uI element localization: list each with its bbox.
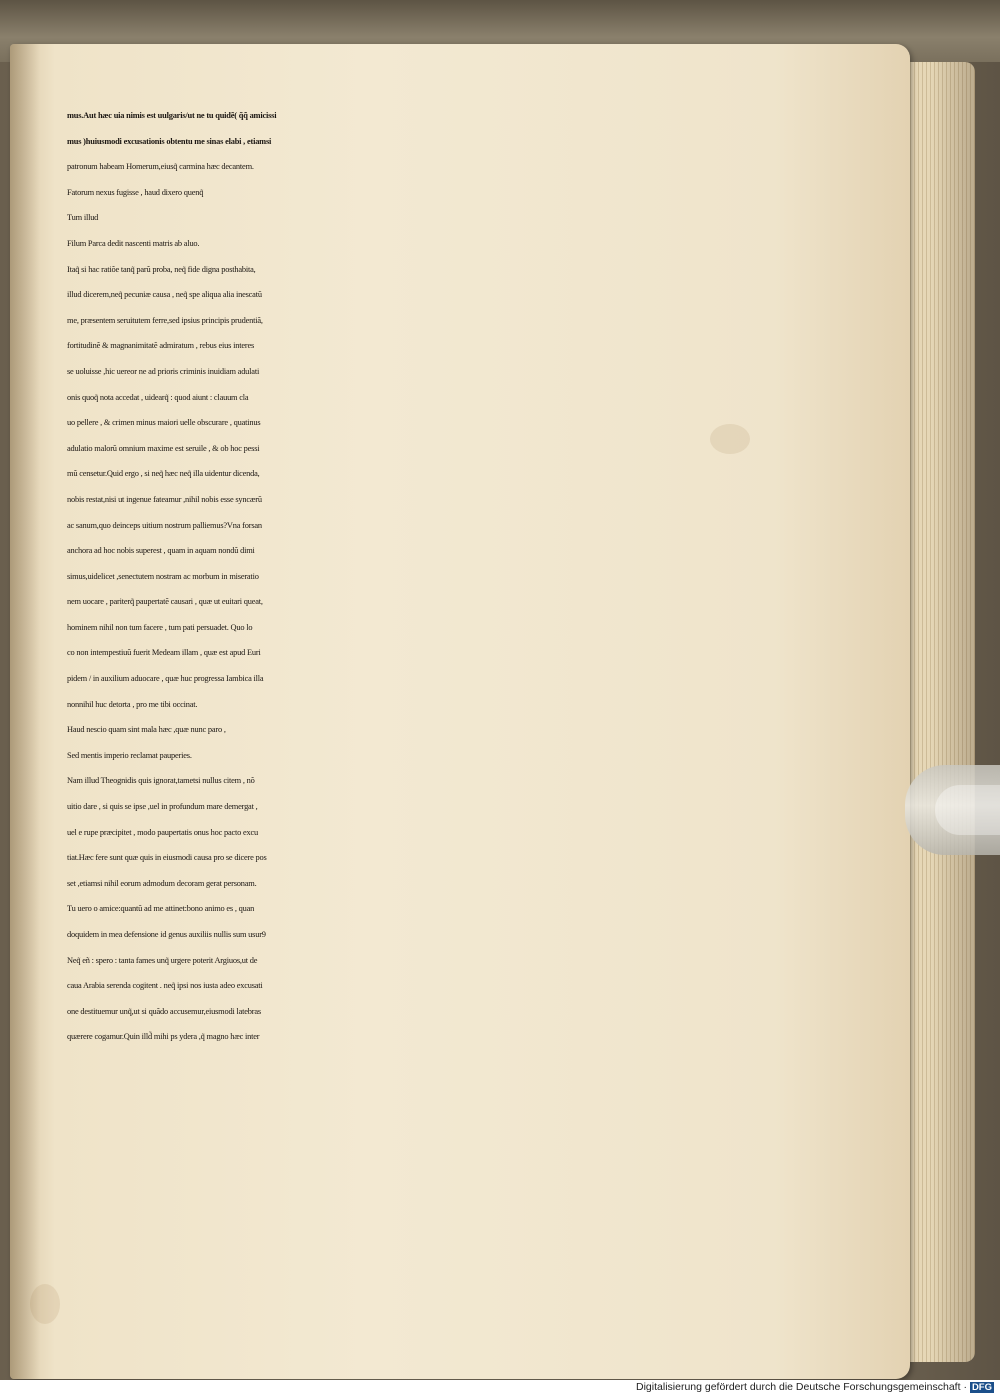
text-line: co non intempestiuũ fuerit Medeam illam , quæ est apud Euri bbox=[67, 648, 261, 658]
text-line: Tum illud bbox=[67, 213, 99, 223]
text-line: se uoluisse ,hic uereor ne ad prioris criminis inuidiam adulati bbox=[67, 366, 260, 376]
digitization-credit bbox=[636, 1381, 994, 1393]
text-line: mus.Aut hæc uia nimis est uulgaris/ut ne tu quidẽ( q̃q̃ amicissi bbox=[67, 111, 277, 120]
text-line: mus )huiusmodi excusationis obtentu me sinas elabi , etiamsi bbox=[67, 136, 272, 146]
text-line: onis quoq̃ nota accedat , uidearq̃ : quod aiunt : clauum cla bbox=[67, 392, 249, 402]
text-line: Neq̃ eñ : spero : tanta fames unq̃ urgere poterit Argiuos,ut de bbox=[67, 955, 258, 965]
text-line: adulatio malorũ omnium maxime est seruile , & ob hoc pessi bbox=[67, 443, 260, 453]
text-line: nem uocare , pariterq̃ paupertatẽ causari , quæ ut euitari queat, bbox=[67, 597, 263, 607]
text-line: pidem / in auxilium aduocare , quæ huc progressa Iambica illa bbox=[67, 674, 264, 684]
text-line: Fatorum nexus fugisse , haud dixero quenq̃ bbox=[67, 187, 204, 197]
text-line: one destituemur unq̃,ut si quãdo accusemur,eiusmodi latebras bbox=[67, 1006, 261, 1016]
text-line: quærere cogamur.Quin illd̃ mihi ps ydera ,q̃ magno hæc inter bbox=[67, 1032, 260, 1042]
spine-shadow bbox=[10, 44, 40, 1379]
text-line: Tu uero o amice:quantũ ad me attinet:bono animo es , quan bbox=[67, 904, 255, 914]
text-line: doquidem in mea defensione id genus auxiliis nullis sum usur9 bbox=[67, 930, 266, 939]
text-line: ac sanum,quo deinceps uitium nostrum palliemus?Vna forsan bbox=[67, 520, 262, 530]
text-line: simus,uidelicet ,senectutem nostram ac morbum in miseratio bbox=[67, 571, 259, 581]
text-line: me, præsentem seruitutem ferre,sed ipsius principis prudentiã, bbox=[67, 315, 263, 325]
text-line: uo pellere , & crimen minus maiori uelle obscurare , quatinus bbox=[67, 418, 261, 428]
text-line: tiat.Hæc fere sunt quæ quis in eiusmodi causa pro se dicere pos bbox=[67, 853, 267, 863]
credit-text: Digitalisierung gefördert durch die Deutsche Forschungsgemeinschaft · bbox=[636, 1381, 967, 1393]
text-line: Sed mentis imperio reclamat pauperies. bbox=[67, 750, 192, 760]
text-line: nonnihil huc detorta , pro me tibi occinat. bbox=[67, 699, 198, 709]
text-line: Haud nescio quam sint mala hæc ,quæ nunc paro , bbox=[67, 725, 226, 735]
dfg-logo: DFG bbox=[971, 1382, 992, 1393]
text-line: Itaq̃ si hac ratiõe tanq̃ parũ proba, neq̃ fide digna posthabita, bbox=[67, 264, 256, 274]
text-line: hominem nihil non tum facere , tum pati persuadet. Quo lo bbox=[67, 622, 253, 632]
text-line: Nam illud Theognidis quis ignorat,tametsi nullus citem , nõ bbox=[67, 776, 255, 786]
text-line: caua Arabia serenda cogitent . neq̃ ipsi nos iusta adeo excusati bbox=[67, 981, 263, 991]
page-edges-shade bbox=[930, 62, 975, 1362]
text-line: fortitudinẽ & magnanimitatẽ admiratum , rebus eius interes bbox=[67, 341, 255, 351]
text-line: nobis restat,nisi ut ingenue fateamur ,nihil nobis esse syncærũ bbox=[67, 494, 262, 504]
text-line: patronum habeam Homerum,eiusq̃ carmina hæc decantem. bbox=[67, 162, 254, 172]
page-clip-highlight bbox=[935, 785, 1000, 835]
text-line: set ,etiamsi nihil eorum admodum decoram gerat personam. bbox=[67, 878, 257, 888]
printed-text bbox=[67, 103, 767, 1050]
text-line: uitio dare , si quis se ipse ,uel in profundum mare demergat , bbox=[67, 802, 258, 812]
text-line: mũ censetur.Quid ergo , si neq̃ hæc neq̃ illa uidentur dicenda, bbox=[67, 469, 260, 479]
text-line: uel e rupe præcipitet , modo paupertatis onus hoc pacto excu bbox=[67, 827, 259, 837]
text-line: anchora ad hoc nobis superest , quam in aquam nondũ dimi bbox=[67, 546, 255, 556]
text-line: illud dicerem,neq̃ pecuniæ causa , neq̃ spe aliqua alia inescatũ bbox=[67, 290, 262, 300]
paper-stain bbox=[30, 1284, 60, 1324]
text-line: Filum Parca dedit nascenti matris ab aluo. bbox=[67, 238, 200, 248]
